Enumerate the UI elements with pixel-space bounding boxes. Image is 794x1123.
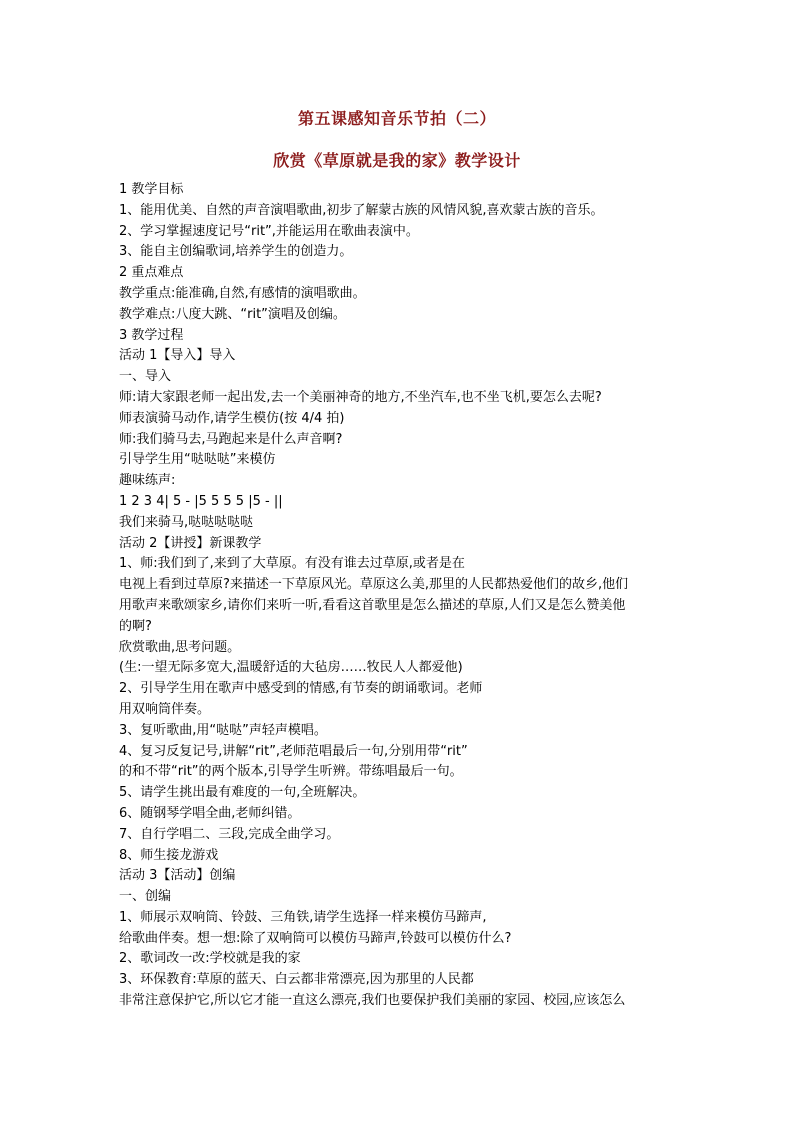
text-line: 给歌曲伴奏。想一想:除了双响筒可以模仿马蹄声,铃鼓可以模仿什么? xyxy=(119,930,512,946)
text-line: (生:一望无际多宽大,温暖舒适的大毡房……牧民人人都爱他) xyxy=(119,660,463,676)
text-line: 7、自行学唱二、三段,完成全曲学习。 xyxy=(119,826,340,842)
text-line: 3 教学过程 xyxy=(119,327,184,343)
text-line: 电视上看到过草原?来描述一下草原风光。草原这么美,那里的人民都热爱他们的故乡,他们 xyxy=(119,577,629,593)
text-line: 1、能用优美、自然的声音演唱歌曲,初步了解蒙古族的风情风貌,喜欢蒙古族的音乐。 xyxy=(119,202,604,218)
text-line: 师:请大家跟老师一起出发,去一个美丽神奇的地方,不坐汽车,也不坐飞机,要怎么去呢? xyxy=(119,389,602,405)
document-body xyxy=(119,180,679,1012)
text-line: 活动 1【导入】导入 xyxy=(119,348,236,364)
text-line: 一、创编 xyxy=(119,889,172,905)
text-line: 1 2 3 4| 5 - |5 5 5 5 |5 - || xyxy=(119,493,283,509)
text-line: 1、师:我们到了,来到了大草原。有没有谁去过草原,或者是在 xyxy=(119,556,465,572)
text-line: 2、引导学生用在歌声中感受到的情感,有节奏的朗诵歌词。老师 xyxy=(119,681,483,697)
text-line: 3、环保教育:草原的蓝天、白云都非常漂亮,因为那里的人民都 xyxy=(119,972,474,988)
text-line: 教学重点:能准确,自然,有感情的演唱歌曲。 xyxy=(119,285,366,301)
text-line: 2、学习掌握速度记号“rit”,并能运用在歌曲表演中。 xyxy=(119,223,419,239)
text-line: 5、请学生挑出最有难度的一句,全班解决。 xyxy=(119,785,366,801)
text-line: 1 教学目标 xyxy=(119,182,184,197)
text-line: 师表演骑马动作,请学生模仿(按 4/4 拍) xyxy=(119,410,345,426)
document-subtitle: 欣赏《草原就是我的家》教学设计 xyxy=(273,151,521,170)
text-line: 1、师展示双响筒、铃鼓、三角铁,请学生选择一样来模仿马蹄声, xyxy=(119,909,487,925)
text-line: 用双响筒伴奏。 xyxy=(119,701,211,717)
text-line: 趣味练声: xyxy=(119,473,176,489)
document-title: 第五课感知音乐节拍（二） xyxy=(297,109,496,128)
text-line: 3、复听歌曲,用“哒哒”声轻声模唱。 xyxy=(119,722,327,738)
text-line: 活动 3【活动】创编 xyxy=(119,868,236,884)
text-line: 2 重点难点 xyxy=(119,265,184,281)
text-line: 8、师生接龙游戏 xyxy=(119,847,219,863)
text-line: 师:我们骑马去,马跑起来是什么声音啊? xyxy=(119,431,343,447)
text-line: 教学难点:八度大跳、“rit”演唱及创编。 xyxy=(119,306,346,322)
text-line: 3、能自主创编歌词,培养学生的创造力。 xyxy=(119,244,353,260)
text-line: 的和不带“rit”的两个版本,引导学生听辨。带练唱最后一句。 xyxy=(119,764,463,780)
text-line: 欣赏歌曲,思考问题。 xyxy=(119,639,241,655)
text-line: 用歌声来歌颂家乡,请你们来听一听,看看这首歌里是怎么描述的草原,人们又是怎么赞美他 xyxy=(119,597,626,613)
text-line: 4、复习反复记号,讲解“rit”,老师范唱最后一句,分别用带“rit” xyxy=(119,743,468,759)
text-line: 一、导入 xyxy=(119,369,172,385)
text-line: 2、歌词改一改:学校就是我的家 xyxy=(119,951,301,967)
text-line: 活动 2【讲授】新课教学 xyxy=(119,535,262,551)
text-line: 引导学生用“哒哒哒”来模仿 xyxy=(119,452,276,468)
text-line: 6、随钢琴学唱全曲,老师纠错。 xyxy=(119,805,301,821)
text-line: 的啊? xyxy=(119,618,152,634)
text-line: 非常注意保护它,所以它才能一直这么漂亮,我们也要保护我们美丽的家园、校园,应该怎么 xyxy=(119,993,626,1009)
text-line: 我们来骑马,哒哒哒哒哒 xyxy=(119,514,254,530)
